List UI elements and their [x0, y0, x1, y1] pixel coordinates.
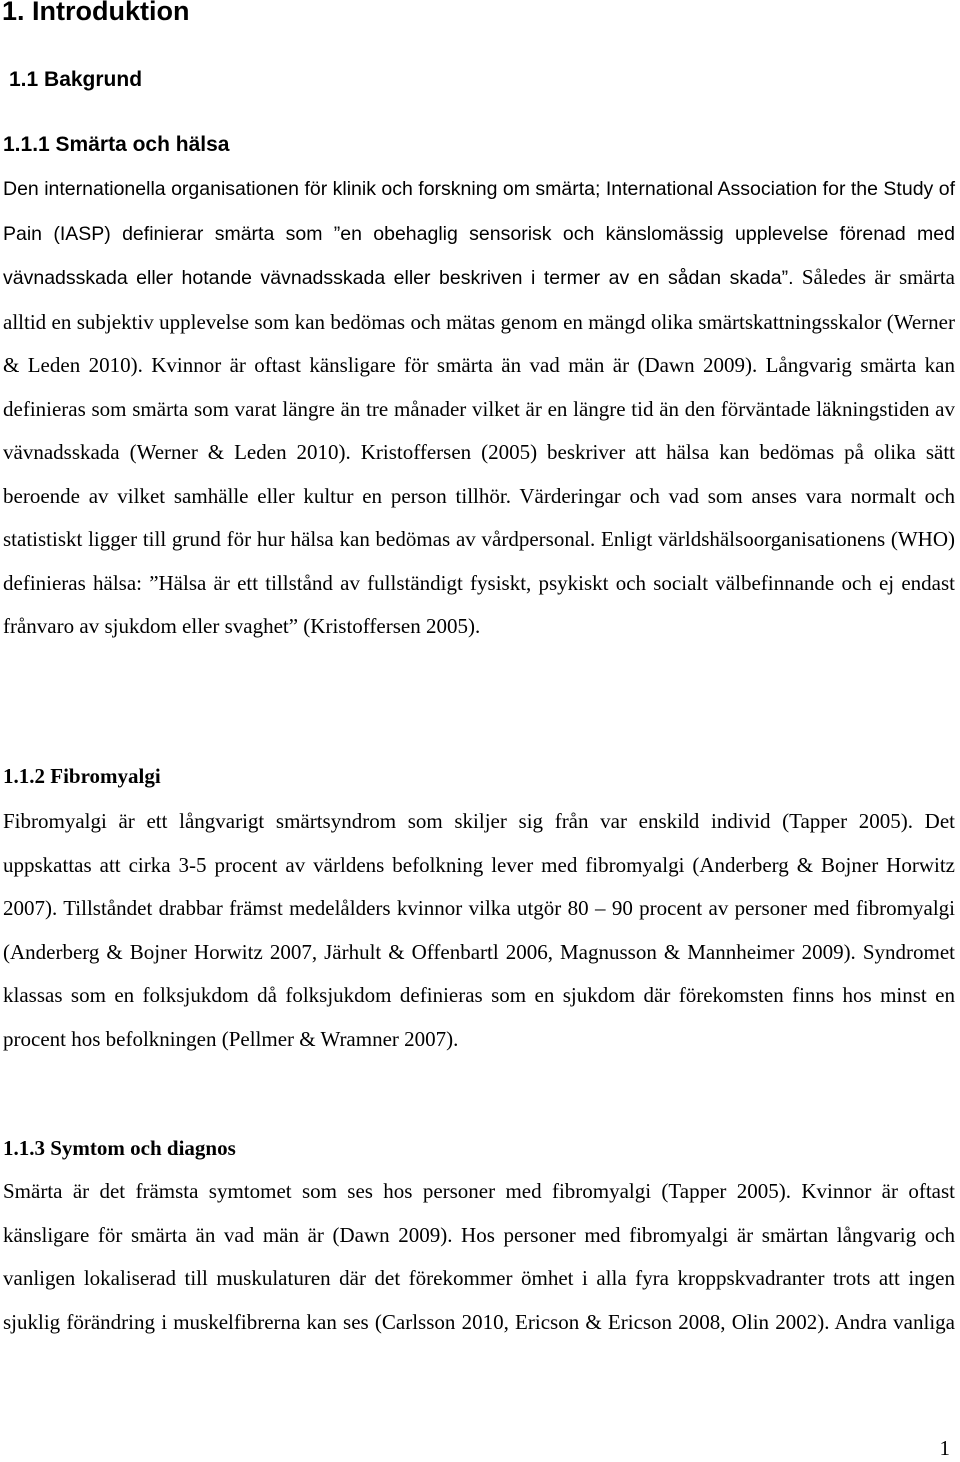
iasp-definition-text: Den internationella organisationen för klinik och forskning om smärta; International Association for the Study of Pain (IASP) definierar smärta som ”en obehaglig sensorisk och känslomässig upplevelse förenad med vävnadsskada eller hotande vävnadsskada eller beskriven i termer av en sådan skada”.: [3, 178, 955, 289]
section-heading: 1.1 Bakgrund: [9, 68, 143, 91]
paragraph-body-text: Således är smärta alltid en subjektiv upplevelse som kan bedömas och mätas genom en mängd olika smärtskattningsskalor (Werner & Leden 2010). Kvinnor är oftast känsligare för smärta än vad män är (Dawn 2009). Långvarig smärta kan definieras som smärta som varat längre än tre månader vilket är en längre tid än den förväntade läkningstiden av vävnadsskada (Werner & Leden 2010). Kristoffersen (2005) beskriver att hälsa kan bedömas på olika sätt beroende av vilket samhälle eller kultur en person tillhör. Värderingar och vad som anses vara normalt och statistiskt ligger till grund för hur hälsa kan bedömas av vårdpersonal. Enligt världshälsoorganisationens (WHO) definieras hälsa: ”Hälsa är ett tillstånd av fullständigt fysiskt, psykiskt och socialt välbefinnande och ej endast frånvaro av sjukdom eller svaghet” (Kristoffersen 2005).: [3, 265, 955, 638]
paragraph-fibromyalgi: Fibromyalgi är ett långvarigt smärtsyndrom som skiljer sig från var enskild individ (Tapper 2005). Det uppskattas att cirka 3-5 procent av världens befolkning lever med fibromyalgi (Anderberg & Bojner Horwitz 2007). Tillståndet drabbar främst medelålders kvinnor vilka utgör 80 – 90 procent av personer med fibromyalgi (Anderberg & Bojner Horwitz 2007, Järhult & Offenbartl 2006, Magnusson & Mannheimer 2009). Syndromet klassas som en folksjukdom då folksjukdom definieras som en sjukdom där förekomsten finns hos minst en procent hos befolkningen (Pellmer & Wramner 2007).: [3, 809, 955, 1051]
subsection-heading-smarta-och-halsa: 1.1.1 Smärta och hälsa: [3, 133, 230, 156]
paragraph-symtom-och-diagnos: Smärta är det främsta symtomet som ses hos personer med fibromyalgi (Tapper 2005). Kvinnor är oftast känsligare för smärta än vad män är (Dawn 2009). Hos personer med fibromyalgi är smärtan långvarig och vanligen lokaliserad till muskulaturen där det förekommer ömhet i alla fyra kroppskvadranter trots att ingen sjuklig förändring i muskelfibrerna kan ses (Carlsson 2010, Ericson & Ericson 2008, Olin 2002). Andra vanliga: [3, 1179, 955, 1334]
subsection-heading-fibromyalgi: 1.1.2 Fibromyalgi: [3, 764, 161, 788]
page-number: 1: [939, 1436, 950, 1460]
subsection-heading-symtom-och-diagnos: 1.1.3 Symtom och diagnos: [3, 1136, 236, 1160]
chapter-heading: 1. Introduktion: [2, 0, 190, 26]
paragraph-smarta-och-halsa: [3, 167, 955, 649]
